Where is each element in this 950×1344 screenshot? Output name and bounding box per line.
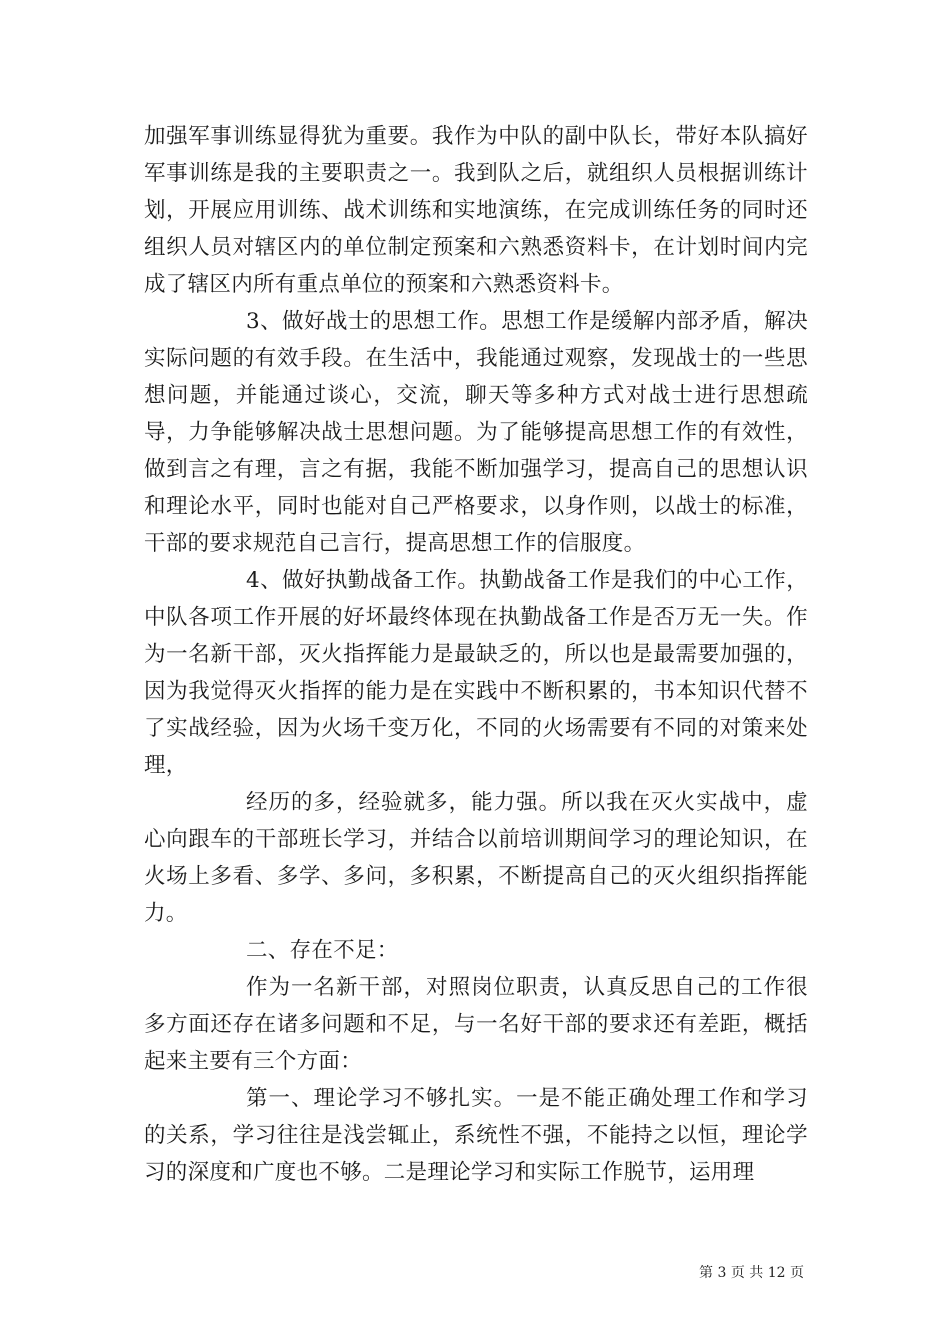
paragraph-shortcomings-intro: 作为一名新干部，对照岗位职责，认真反思自己的工作很多方面还存在诸多问题和不足，与一名好干部的要求还有差距，概括起来主要有三个方面：	[144, 975, 808, 1074]
paragraph-ideological-work: 3、做好战士的思想工作。思想工作是缓解内部矛盾，解决实际问题的有效手段。在生活中，我能通过观察，发现战士的一些思想问题，并能通过谈心，交流，聊天等多种方式对战士进行思想疏导，力争能够解决战士思想问题。为了能够提高思想工作的有效性，做到言之有理，言之有据，我能不断加强学习，提高自己的思想认识和理论水平，同时也能对自己严格要求，以身作则，以战士的标准，干部的要求规范自己言行，提高思想工作的信服度。	[144, 309, 808, 556]
page-number-footer: 第 3 页 共 12 页	[699, 1265, 804, 1281]
section-heading-shortcomings: 二、存在不足：	[246, 938, 399, 963]
paragraph-duty-readiness: 4、做好执勤战备工作。执勤战备工作是我们的中心工作，中队各项工作开展的好坏最终体现在执勤战备工作是否万无一失。作为一名新干部，灭火指挥能力是最缺乏的，所以也是最需要加强的，因为我觉得灭火指挥的能力是在实践中不断积累的，书本知识代替不了实战经验，因为火场千变万化，不同的火场需要有不同的对策来处理，	[144, 568, 808, 778]
paragraph-theory-study: 第一、理论学习不够扎实。一是不能正确处理工作和学习的关系，学习往往是浅尝辄止，系统性不强，不能持之以恒，理论学习的深度和广度也不够。二是理论学习和实际工作脱节，运用理	[144, 1086, 808, 1185]
paragraph-experience: 经历的多，经验就多，能力强。所以我在灭火实战中，虚心向跟车的干部班长学习，并结合以前培训期间学习的理论知识，在火场上多看、多学、多问，多积累，不断提高自己的灭火组织指挥能力。	[144, 790, 808, 926]
paragraph-military-training: 加强军事训练显得犹为重要。我作为中队的副中队长，带好本队搞好军事训练是我的主要职责之一。我到队之后，就组织人员根据训练计划，开展应用训练、战术训练和实地演练，在完成训练任务的同时还组织人员对辖区内的单位制定预案和六熟悉资料卡，在计划时间内完成了辖区内所有重点单位的预案和六熟悉资料卡。	[144, 124, 808, 297]
body-text	[144, 118, 808, 1191]
